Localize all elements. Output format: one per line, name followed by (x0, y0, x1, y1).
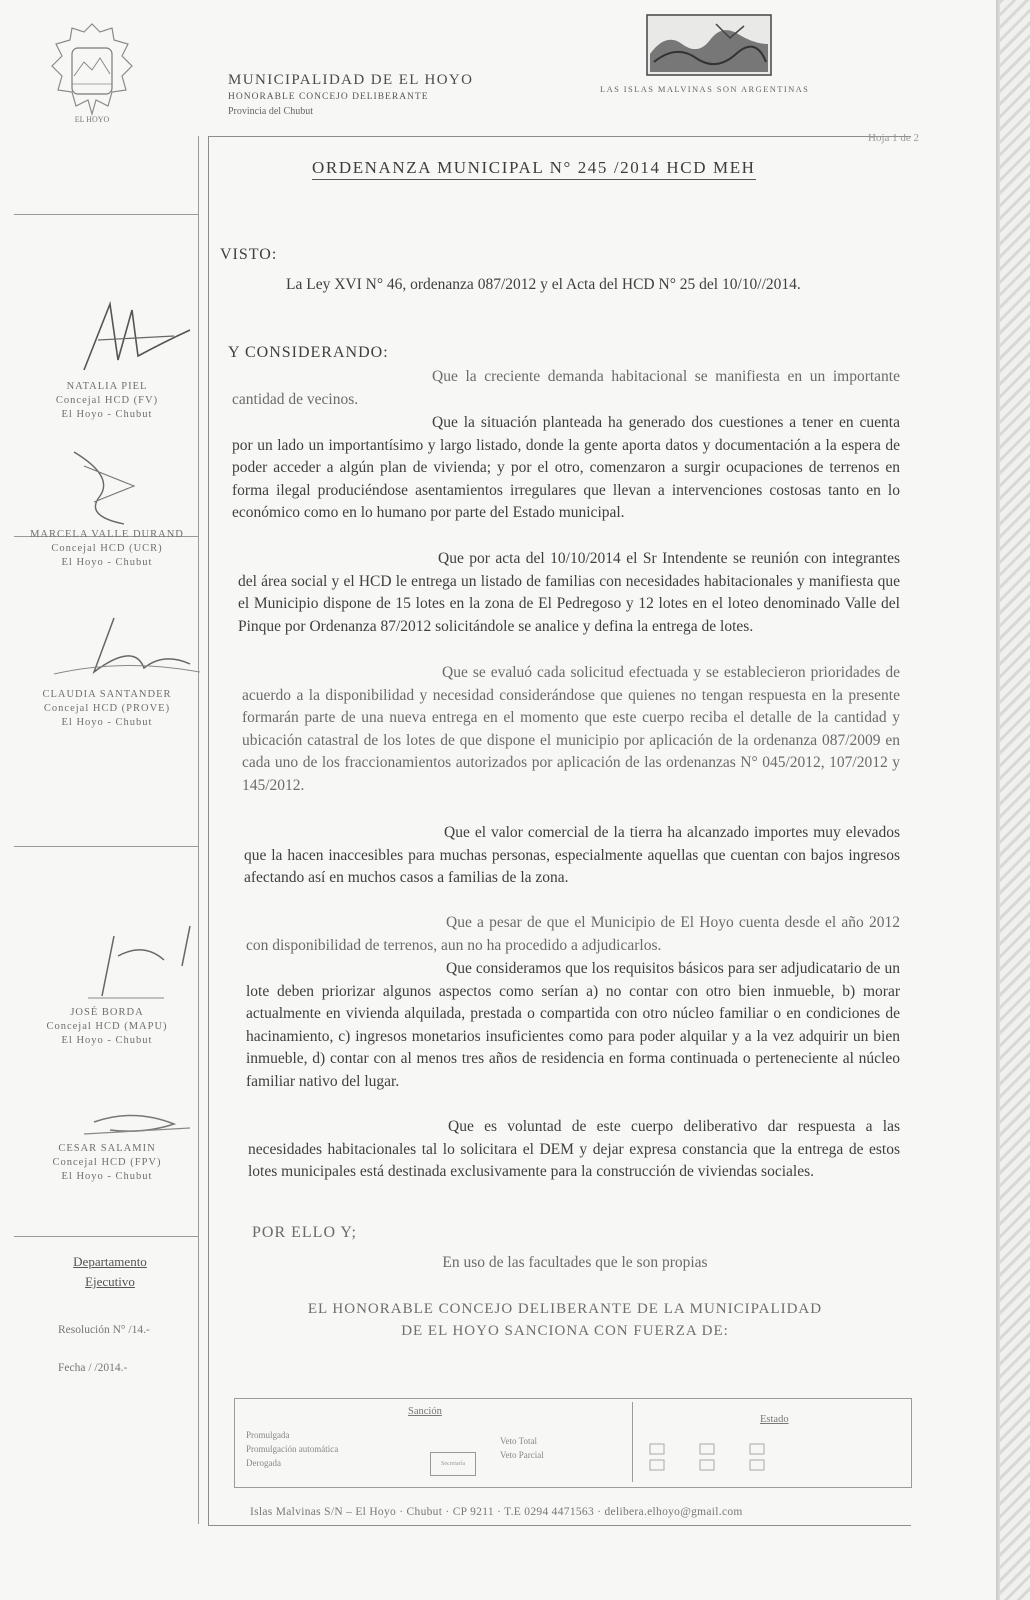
por-ello-heading: POR ELLO Y; (252, 1224, 357, 1241)
signer-place: El Hoyo - Chubut (61, 717, 153, 728)
footer-contact: Islas Malvinas S/N – El Hoyo · Chubut · CP 9211 · T.E 0294 4471563 · delibera.elhoyo@gmail.com (250, 1506, 743, 1518)
seal-lettering: EL HOYO (74, 115, 110, 124)
dept-line: Departamento (73, 1254, 147, 1269)
estado-heading: Estado (760, 1414, 789, 1425)
divider (14, 214, 198, 215)
considerando-paragraph: Que por acta del 10/10/2014 el Sr Intendente se reunión con integrantes del área social y el HCD le entrega un listado de familias con necesidades habitacionales y manifiesta que el Municipio dispone de 15 lotes en la zona de El Pedregoso y 12 lotes en el loteo denominado Valle del Pinque por Ordenanza 87/2012 solicitándole se analice y defina la entrega de lotes. (238, 550, 900, 635)
tablecloth-background (1000, 0, 1030, 1600)
signature-block (14, 612, 200, 730)
considerando-paragraph: Que la creciente demanda habitacional se manifiesta en un importante cantidad de vecinos. (232, 368, 900, 408)
handwritten-signature-icon (14, 612, 200, 688)
handwritten-signature-icon (14, 916, 200, 1006)
malvinas-motto: LAS ISLAS MALVINAS SON ARGENTINAS (600, 84, 810, 94)
stamp-box: Secretaría (430, 1452, 476, 1476)
status-line: Promulgada (246, 1430, 290, 1440)
signer-name: JOSÉ BORDA (70, 1007, 144, 1018)
signer-place: El Hoyo - Chubut (61, 409, 153, 420)
visto-text: La Ley XVI N° 46, ordenanza 087/2012 y el Acta del HCD N° 25 del 10/10//2014. (286, 276, 801, 293)
divider (14, 1236, 198, 1237)
vote-line: Veto Total (500, 1436, 537, 1446)
handwritten-signature-icon (14, 446, 200, 528)
considerando-paragraph: Que a pesar de que el Municipio de El Hoyo cuenta desde el año 2012 con disponibilidad de terrenos, aun no ha procedido a adjudicarlos. (246, 914, 900, 954)
signer-place: El Hoyo - Chubut (61, 1035, 153, 1046)
considerando-paragraph: Que se evaluó cada solicitud efectuada y se establecieron prioridades de acuerdo a la disponibilidad y necesidad considerándose que quienes no tengan respuesta en la presente formarán parte de una nueva entrega en el momento que este cuerpo reciba el detalle de la cantidad y ubicación catastral de los lotes de que dispone el municipio por aplicación de la ordenanza 087/2009 en cada uno de los fraccionamientos autorizados por aplicación de las ordenanzas N° 045/2012, 107/2012 y 145/2012. (242, 664, 900, 794)
signer-role: Concejal HCD (PROVE) (43, 703, 171, 714)
sheet-number: Hoja 1 de 2 (868, 132, 920, 144)
footer-divider (632, 1402, 633, 1482)
status-line: Derogada (246, 1458, 281, 1468)
handwritten-signature-icon (14, 1104, 200, 1142)
signer-name: MARCELA VALLE DURAND (30, 529, 184, 540)
signer-place: El Hoyo - Chubut (61, 1171, 153, 1182)
signature-block (14, 916, 200, 1048)
por-ello-text: En uso de las facultades que le son propias (442, 1254, 708, 1271)
signature-block (14, 446, 200, 570)
signer-name: CLAUDIA SANTANDER (42, 689, 172, 700)
signer-name: NATALIA PIEL (66, 381, 148, 392)
status-line: Promulgación automática (246, 1444, 339, 1454)
municipal-seal-icon (42, 18, 142, 128)
status-checkboxes-icon (640, 1440, 900, 1476)
signature-block (14, 290, 200, 422)
considerando-paragraph: Que consideramos que los requisitos básicos para ser adjudicatario de un lote deben priorizar algunos aspectos como serían a) no contar con otro bien inmueble, b) morar actualmente en vivienda alquilada, prestada o compartida con otro núcleo familiar o en condiciones de hacinamiento, c) ingresos monetarios insuficientes como para poder alquilar y a la vez adquirir un bien inmueble, d) contar con al menos tres años de residencia en forma continuada o perteneciente al núcleo familiar nativo del lugar. (246, 960, 900, 1090)
ordinance-title: ORDENANZA MUNICIPAL N° 245 /2014 HCD MEH (312, 158, 756, 180)
visto-heading: VISTO: (220, 246, 278, 263)
council-name: HONORABLE CONCEJO DELIBERANTE (228, 92, 429, 102)
signature-block (14, 1104, 200, 1184)
closing-line: DE EL HOYO SANCIONA CON FUERZA DE: (401, 1323, 729, 1339)
dept-line: Ejecutivo (85, 1274, 135, 1289)
signer-name: CESAR SALAMIN (58, 1143, 156, 1154)
signer-role: Concejal HCD (FV) (55, 395, 159, 406)
vote-line: Veto Parcial (500, 1450, 544, 1460)
malvinas-islands-icon (646, 14, 772, 76)
resolution-number: Resolución N° /14.- (58, 1324, 150, 1336)
signer-role: Concejal HCD (MAPU) (46, 1021, 168, 1032)
considerando-paragraph: Que la situación planteada ha generado dos cuestiones a tener en cuenta por un lado un importantísimo y largo listado, donde la gente aporta datos y documentación a la espera de poder acceder a algún plan de vivienda; y por el otro, comenzaron a surgir ocupaciones de terrenos en forma ilegal produciéndose asentamientos irregulares que llevan a intervenciones costosas tanto en lo económico como en lo humano por parte del Estado municipal. (232, 414, 900, 521)
signer-role: Concejal HCD (UCR) (51, 543, 163, 554)
considerando-paragraph: Que es voluntad de este cuerpo deliberativo dar respuesta a las necesidades habitacionales tal lo solicitara el DEM y dejar expresa constancia que la entrega de estos lotes municipales está destinada exclusivamente para la construcción de viviendas sociales. (248, 1118, 900, 1180)
signer-place: El Hoyo - Chubut (61, 557, 153, 568)
divider (14, 846, 198, 847)
departamento-ejecutivo-heading (30, 1252, 190, 1292)
handwritten-signature-icon (14, 290, 200, 380)
signer-role: Concejal HCD (FPV) (52, 1157, 162, 1168)
considerando-heading: Y CONSIDERANDO: (228, 344, 389, 361)
municipality-name: MUNICIPALIDAD DE EL HOYO (228, 72, 474, 88)
province-name: Provincia del Chubut (228, 106, 313, 117)
closing-line: EL HONORABLE CONCEJO DELIBERANTE DE LA MUNICIPALIDAD (307, 1301, 823, 1317)
considerando-paragraph: Que el valor comercial de la tierra ha alcanzado importes muy elevados que la hacen inaccesibles para muchas personas, especialmente aquellas que cuentan con bajos ingresos afectando así en muchos casos a familias de la zona. (244, 824, 900, 886)
resolution-date: Fecha / /2014.- (58, 1362, 128, 1374)
sancion-heading: Sanción (408, 1406, 442, 1417)
